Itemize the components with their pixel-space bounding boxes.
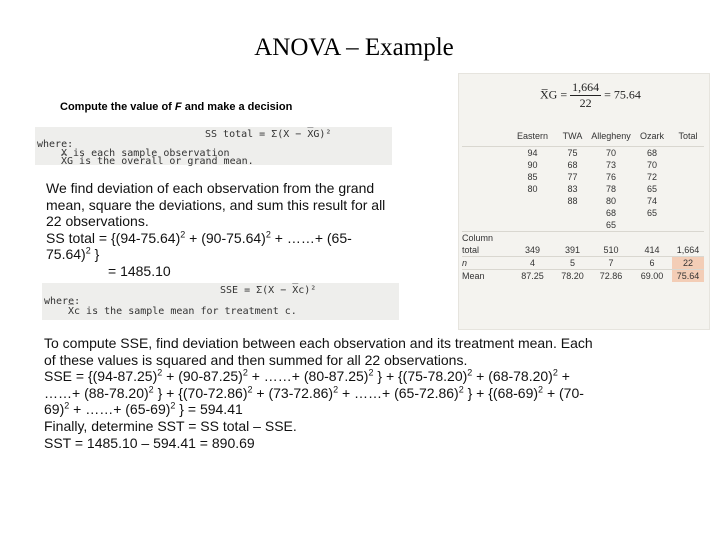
exponent: 2 bbox=[64, 400, 70, 411]
table-cell bbox=[510, 207, 555, 219]
text-span: + (68-78.20) bbox=[472, 368, 553, 385]
table-cell bbox=[672, 219, 704, 232]
exponent: 2 bbox=[247, 384, 253, 395]
data-table bbox=[462, 126, 704, 282]
text-span: } + {(70-72.86) bbox=[153, 384, 248, 401]
text-span: + ……+ (65-69) bbox=[69, 401, 171, 418]
text-span: + bbox=[557, 368, 570, 385]
table-cell bbox=[510, 232, 555, 245]
text-span: ……+ (88-78.20) bbox=[44, 384, 149, 401]
table-cell: 5 bbox=[555, 257, 590, 270]
text-span: } + {(75-78.20) bbox=[373, 368, 468, 385]
table-cell bbox=[555, 207, 590, 219]
exponent: 2 bbox=[157, 367, 163, 378]
table-row bbox=[462, 207, 704, 219]
exponent: 2 bbox=[170, 400, 176, 411]
ss-total-result: = 1485.10 bbox=[108, 262, 171, 279]
text-span: + ……+ (65-72.86) bbox=[338, 384, 459, 401]
table-cell: 349 bbox=[524, 245, 541, 255]
sst-result: SST = 1485.10 – 594.41 = 890.69 bbox=[44, 434, 255, 451]
paragraph-sse bbox=[44, 335, 704, 451]
table-cell bbox=[632, 232, 672, 245]
text-line: mean, square the deviations, and sum this result for all bbox=[46, 196, 386, 213]
ss-total-equation: SS total = Σ(X − X̅G)² bbox=[205, 129, 332, 140]
table-row bbox=[462, 171, 704, 183]
header-cell: Allegheny bbox=[590, 126, 632, 147]
table-cell bbox=[462, 219, 510, 232]
table-cell: 85 bbox=[527, 172, 538, 182]
table-cell: 68 bbox=[646, 148, 657, 158]
table-cell: 72 bbox=[646, 172, 657, 182]
exponent: 2 bbox=[467, 367, 473, 378]
text-span: SSE = {(94-87.25) bbox=[44, 368, 158, 385]
text-span: } = 594.41 bbox=[175, 401, 243, 418]
table-cell: 70 bbox=[605, 148, 616, 158]
subtitle-pre: Compute the value of bbox=[60, 101, 175, 113]
total-row bbox=[462, 244, 704, 257]
table-cell: 6 bbox=[632, 257, 672, 270]
table-cell bbox=[462, 171, 510, 183]
table-row bbox=[462, 159, 704, 171]
sse-formula-box bbox=[42, 283, 399, 320]
text-line bbox=[46, 230, 436, 247]
table-cell bbox=[672, 183, 704, 195]
n-row bbox=[462, 257, 704, 270]
mean-row bbox=[462, 270, 704, 283]
exponent: 2 bbox=[552, 367, 558, 378]
table-cell: 70 bbox=[646, 160, 657, 170]
text-line: Finally, determine SST = SS total – SSE. bbox=[44, 417, 297, 434]
table-header-row bbox=[462, 126, 704, 147]
table-cell bbox=[672, 159, 704, 171]
table-cell bbox=[672, 171, 704, 183]
text-span: + (90-87.25) bbox=[162, 368, 243, 385]
table-cell: 510 bbox=[603, 245, 619, 255]
text-line bbox=[44, 385, 704, 402]
table-cell: total bbox=[462, 245, 480, 255]
text-line bbox=[46, 246, 436, 263]
table-cell bbox=[462, 195, 510, 207]
table-cell bbox=[672, 207, 704, 219]
table-cell bbox=[672, 195, 704, 207]
text-line: 22 observations. bbox=[46, 213, 149, 230]
table-cell bbox=[510, 195, 555, 207]
table-cell-highlight: 75.64 bbox=[672, 270, 704, 283]
table-cell bbox=[462, 159, 510, 171]
table-cell: 65 bbox=[605, 220, 616, 230]
table-cell: 80 bbox=[605, 196, 616, 206]
table-cell: 80 bbox=[527, 184, 538, 194]
table-cell: 414 bbox=[644, 245, 660, 255]
table-cell bbox=[672, 232, 704, 245]
text-span: 69) bbox=[44, 401, 65, 418]
table-row bbox=[462, 183, 704, 195]
grand-mean-numerator: 1,664 bbox=[572, 80, 600, 94]
table-cell: 68 bbox=[605, 208, 616, 218]
text-span: SS total = {(94-75.64) bbox=[46, 229, 181, 246]
grand-mean-formula bbox=[540, 80, 641, 111]
table-cell: n bbox=[462, 257, 510, 270]
table-cell: 78 bbox=[605, 184, 616, 194]
table-cell: 94 bbox=[527, 148, 538, 158]
exponent: 2 bbox=[458, 384, 464, 395]
grand-mean-lhs: X̅G = bbox=[540, 87, 568, 102]
exponent: 2 bbox=[368, 367, 374, 378]
text-span: + ……+ (65- bbox=[270, 229, 352, 246]
page-title: ANOVA – Example bbox=[254, 34, 454, 61]
where-label: where: bbox=[37, 139, 74, 150]
table-cell bbox=[462, 183, 510, 195]
grand-mean-fraction bbox=[570, 80, 601, 111]
table-row bbox=[462, 219, 704, 232]
table-cell: 83 bbox=[567, 184, 578, 194]
text-line: of these values is squared and then summed for all 22 observations. bbox=[44, 351, 468, 368]
table-cell: 68 bbox=[567, 160, 578, 170]
table-cell: Mean bbox=[462, 270, 510, 283]
table-cell bbox=[632, 219, 672, 232]
table-cell: 75 bbox=[567, 148, 578, 158]
subtitle-var: F bbox=[174, 101, 182, 113]
sse-equation: SSE = Σ(X − X̅c)² bbox=[220, 285, 317, 296]
table-cell-highlight: 22 bbox=[672, 257, 704, 270]
table-cell: 73 bbox=[605, 160, 616, 170]
paragraph-ss-total bbox=[46, 180, 436, 280]
exponent: 2 bbox=[148, 384, 154, 395]
table-cell: 7 bbox=[590, 257, 632, 270]
text-span: } bbox=[90, 246, 100, 263]
table-cell: 4 bbox=[510, 257, 555, 270]
exponent: 2 bbox=[265, 229, 271, 240]
text-span: + (70- bbox=[543, 384, 584, 401]
table-cell: 88 bbox=[567, 196, 578, 206]
exponent: 2 bbox=[333, 384, 339, 395]
text-span: + (90-75.64) bbox=[185, 229, 266, 246]
table-row bbox=[462, 195, 704, 207]
table-cell bbox=[462, 147, 510, 160]
column-label-row bbox=[462, 232, 704, 245]
table-cell bbox=[590, 232, 632, 245]
formula-def-line1: X̅c is the sample mean for treatment c. bbox=[68, 306, 297, 317]
table-row bbox=[462, 147, 704, 160]
table-cell bbox=[555, 219, 590, 232]
header-cell: Ozark bbox=[632, 126, 672, 147]
table-cell: 65 bbox=[646, 208, 657, 218]
formula-def-line1: X is each sample observation bbox=[61, 148, 230, 159]
grand-mean-denominator: 22 bbox=[579, 96, 592, 110]
table-cell: 72.86 bbox=[590, 270, 632, 283]
header-cell: Eastern bbox=[510, 126, 555, 147]
exponent: 2 bbox=[538, 384, 544, 395]
table-cell bbox=[555, 232, 590, 245]
table-cell bbox=[510, 219, 555, 232]
table-cell: 90 bbox=[527, 160, 538, 170]
table-cell: 391 bbox=[564, 245, 581, 255]
header-cell bbox=[462, 126, 510, 147]
table-cell: 87.25 bbox=[510, 270, 555, 283]
exponent: 2 bbox=[85, 245, 91, 256]
table-cell: 77 bbox=[567, 172, 578, 182]
table-cell: 76 bbox=[605, 172, 616, 182]
table-cell: 69.00 bbox=[632, 270, 672, 283]
table-cell bbox=[462, 207, 510, 219]
text-span: + (73-72.86) bbox=[252, 384, 334, 401]
grand-mean-result: = 75.64 bbox=[604, 87, 641, 102]
text-span: 75.64) bbox=[46, 246, 86, 263]
text-line bbox=[44, 368, 704, 385]
header-cell: TWA bbox=[555, 126, 590, 147]
table-cell: 65 bbox=[646, 184, 657, 194]
subtitle-post: and make a decision bbox=[181, 101, 293, 113]
column-label: Column bbox=[462, 232, 510, 245]
text-line bbox=[44, 401, 704, 418]
ss-total-formula-box bbox=[35, 127, 392, 165]
table-cell: 74 bbox=[646, 196, 657, 206]
text-line: To compute SSE, find deviation between each observation and its treatment mean. Each bbox=[44, 335, 593, 351]
text-span: } + {(68-69) bbox=[463, 384, 539, 401]
table-cell bbox=[672, 147, 704, 160]
text-line: We find deviation of each observation from the grand bbox=[46, 180, 375, 196]
table-cell: 1,664 bbox=[676, 245, 700, 255]
header-cell: Total bbox=[672, 126, 704, 147]
exponent: 2 bbox=[180, 229, 186, 240]
formula-def-line2: X̅G is the overall or grand mean. bbox=[61, 156, 254, 167]
exponent: 2 bbox=[242, 367, 248, 378]
subtitle bbox=[60, 101, 292, 113]
where-label: where: bbox=[44, 296, 81, 307]
table-cell: 78.20 bbox=[555, 270, 590, 283]
text-span: + ……+ (80-87.25) bbox=[247, 368, 369, 385]
